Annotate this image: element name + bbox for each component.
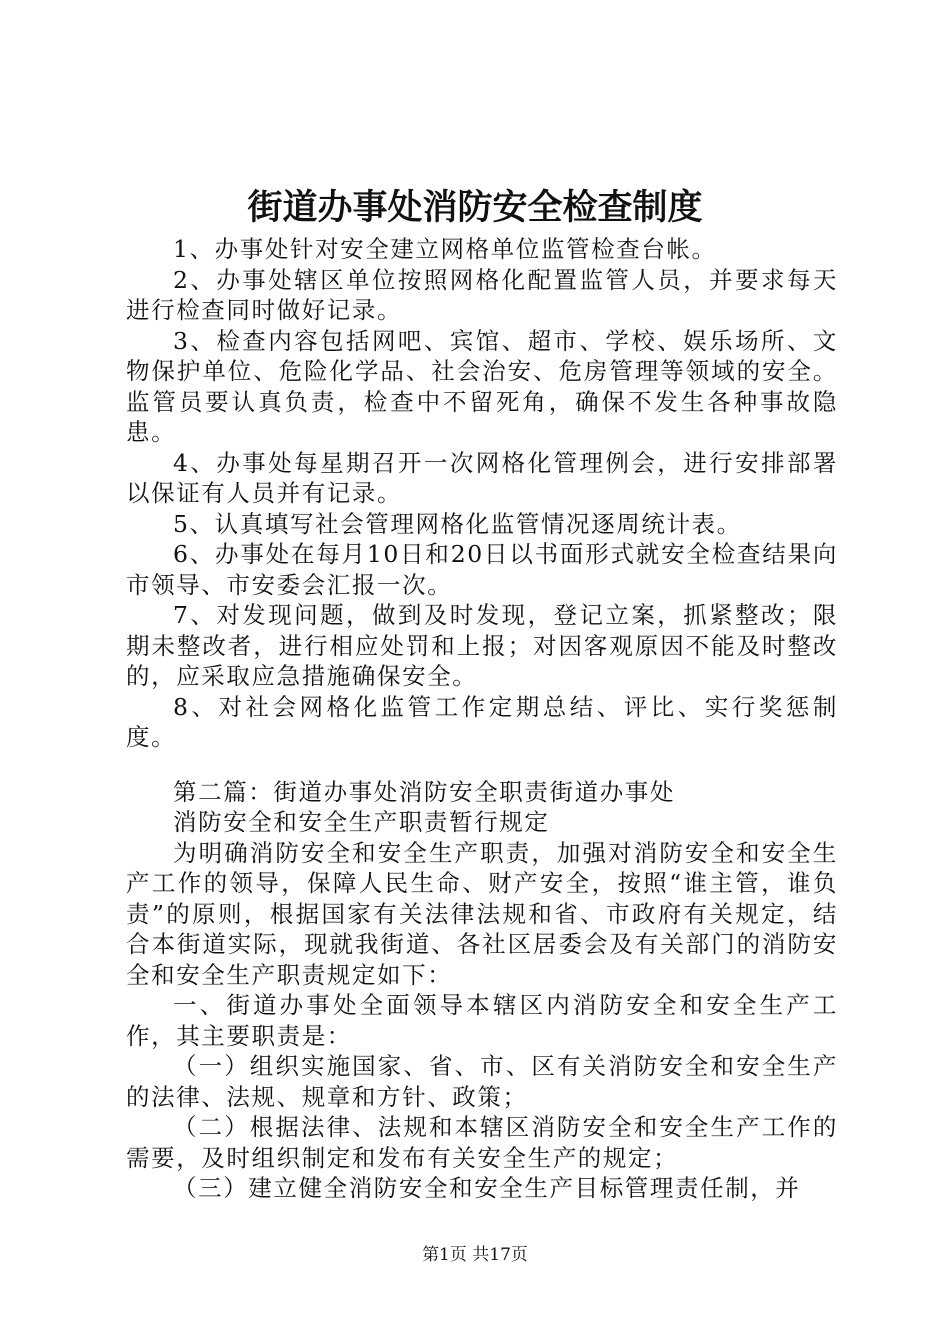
paragraph: 6、办事处在每月10日和20日以书面形式就安全检查结果向市领导、市安委会汇报一次。 xyxy=(126,540,838,599)
paragraph: 7、对发现问题，做到及时发现，登记立案，抓紧整改；限期未整改者，进行相应处罚和上报；对因客观原因不能及时整改的，应采取应急措施确保安全。 xyxy=(126,601,838,690)
paragraph: 4、办事处每星期召开一次网格化管理例会，进行安排部署以保证有人员并有记录。 xyxy=(126,448,838,507)
paragraph: 1、办事处针对安全建立网格单位监管检查台帐。 xyxy=(173,235,717,263)
paragraph: 2、办事处辖区单位按照网格化配置监管人员，并要求每天进行检查同时做好记录。 xyxy=(126,265,838,324)
paragraph: 一、街道办事处全面领导本辖区内消防安全和安全生产工作，其主要职责是： xyxy=(126,991,838,1050)
section-heading: 第二篇：街道办事处消防安全职责街道办事处 xyxy=(173,777,675,806)
page-footer: 第1页 共17页 xyxy=(422,1245,528,1265)
paragraph: （二）根据法律、法规和本辖区消防安全和安全生产工作的需要，及时组织制定和发布有关安全生产的规定； xyxy=(126,1113,838,1172)
paragraph: 3、检查内容包括网吧、宾馆、超市、学校、娱乐场所、文物保护单位、危险化学品、社会治安、危房管理等领域的安全。监管员要认真负责，检查中不留死角，确保不发生各种事故隐患。 xyxy=(126,326,838,446)
paragraph: 5、认真填写社会管理网格化监管情况逐周统计表。 xyxy=(173,509,742,538)
paragraph: （一）组织实施国家、省、市、区有关消防安全和安全生产的法律、法规、规章和方针、政策； xyxy=(126,1052,838,1111)
paragraph: （三）建立健全消防安全和安全生产目标管理责任制，并 xyxy=(173,1174,801,1202)
paragraph: 为明确消防安全和安全生产职责，加强对消防安全和安全生产工作的领导，保障人民生命、财产安全，按照“谁主管，谁负责”的原则，根据国家有关法律法规和省、市政府有关规定，结合本街道实际，现就我街道、各社区居委会及有关部门的消防安全和安全生产职责规定如下： xyxy=(126,838,838,989)
paragraph: 8、对社会网格化监管工作定期总结、评比、实行奖惩制度。 xyxy=(126,692,838,751)
document-body xyxy=(126,234,838,1204)
document-title: 街道办事处消防安全检查制度 xyxy=(247,187,703,228)
section-subheading: 消防安全和安全生产职责暂行规定 xyxy=(173,808,550,836)
